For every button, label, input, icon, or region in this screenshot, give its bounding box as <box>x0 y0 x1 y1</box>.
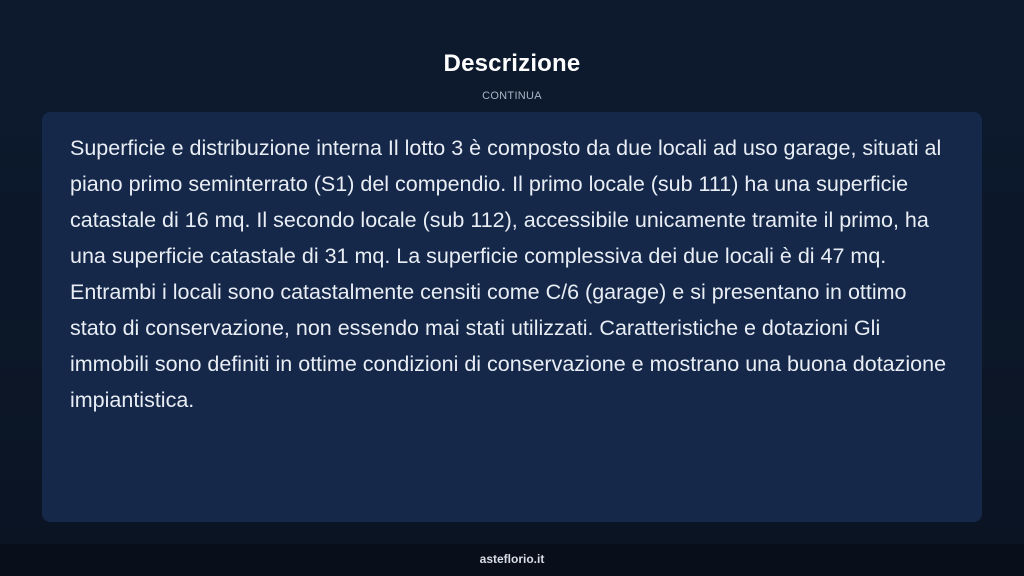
page-title: Descrizione <box>443 50 581 77</box>
page-subtitle: CONTINUA <box>482 90 542 102</box>
footer-site-link[interactable]: asteflorio.it <box>479 552 545 566</box>
description-text: Superficie e distribuzione interna Il lotto 3 è composto da due locali ad uso garage, situati al piano primo seminterrato (S1) del compendio. Il primo locale (sub 111) ha una superficie catastale di 16 mq. Il secondo locale (sub 112), accessibile unicamente tramite il primo, ha una superficie catastale di 31 mq. La superficie complessiva dei due locali è di 47 mq. Entrambi i locali sono catastalmente censiti come C/6 (garage) e si presentano in ottimo stato di conservazione, non essendo mai stati utilizzati. Caratteristiche e dotazioni Gli immobili sono definiti in ottime condizioni di conservazione e mostrano una buona dotazione impiantistica. <box>70 136 947 412</box>
description-card <box>42 112 982 522</box>
